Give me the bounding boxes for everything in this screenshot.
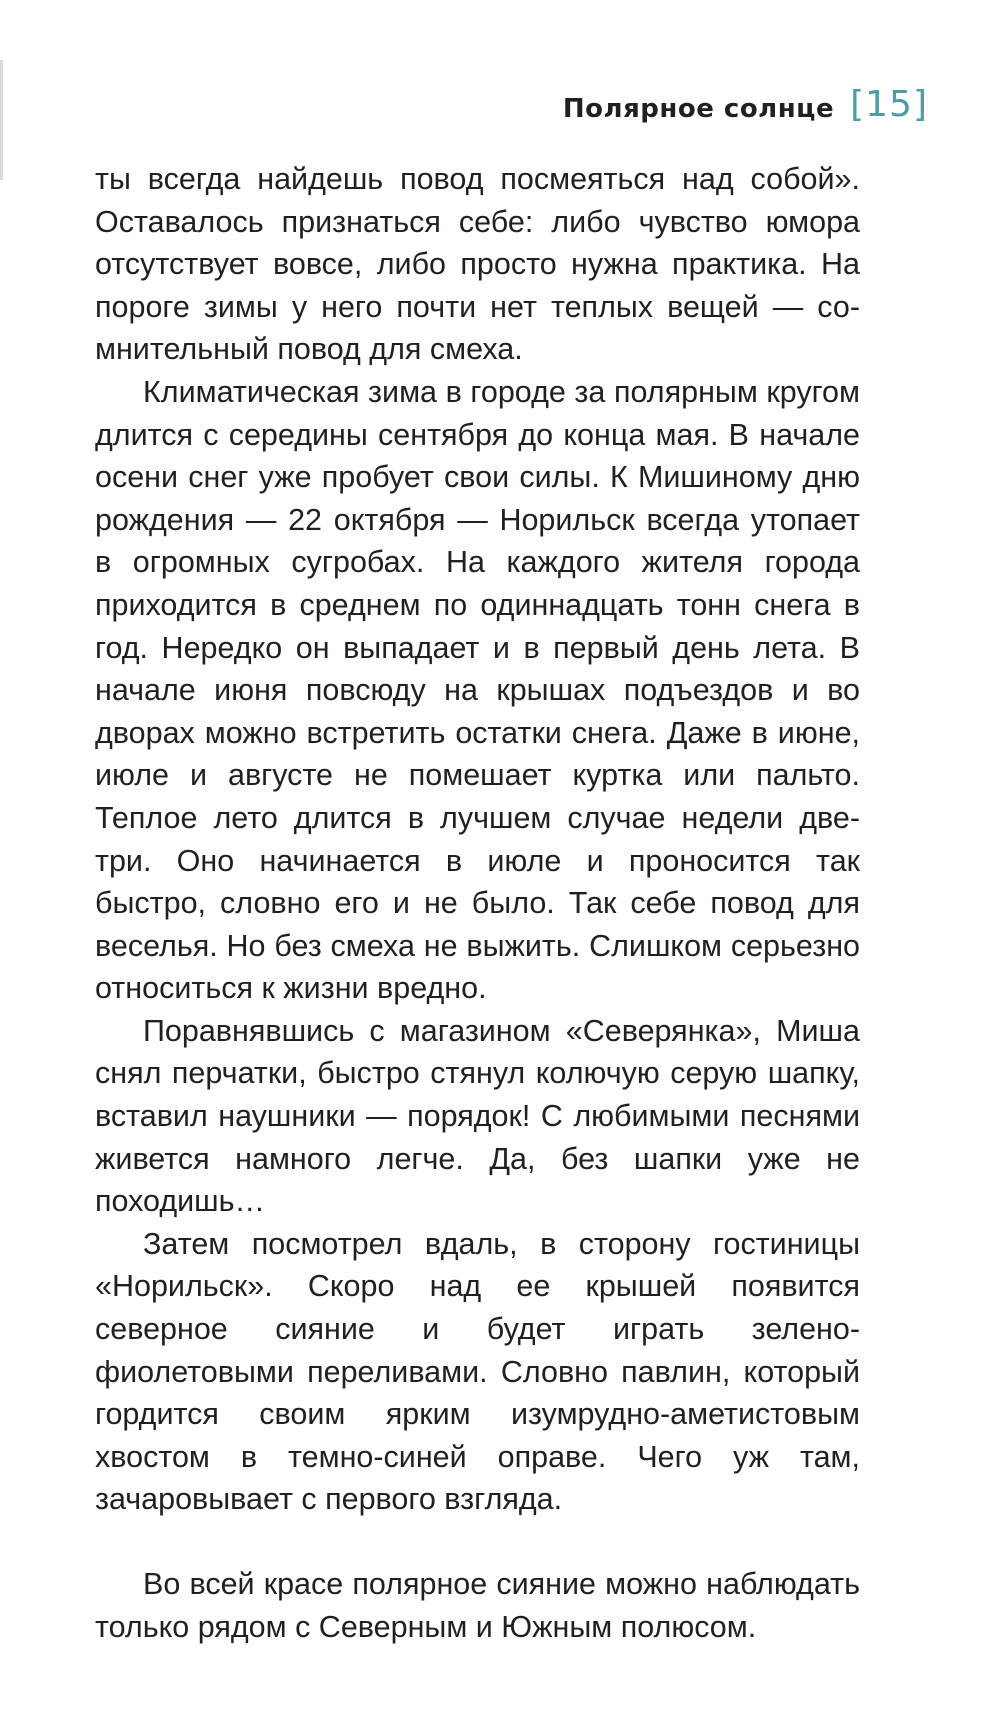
page-number: [15]: [850, 83, 928, 125]
paragraph-poles: Во всей красе полярное сияние можно наблюдать только рядом с Северным и Южным полюсом.: [95, 1567, 860, 1644]
body-text: [95, 158, 860, 1648]
paragraph-climate: Климатическая зима в городе за полярным кругом длится с середины сентября до конца мая. В начале осени снег уже пробует свои силы. К Мишиному дню рождения — 22 октября — Норильск всегда утопает в огромных сугробах. На каждого жителя города приходится в среднем по одиннадцать тонн снега в год. Нередко он выпадает и в первый день лета. В начале июня повсюду на крышах подъездов и во дворах можно встретить остатки снега. Даже в июне, июле и августе не помешает куртка или пальто. Теплое лето длится в лучшем случае недели две-три. Оно начинается в июле и проносится так быстро, словно его и не было. Так себе повод для веселья. Но без смеха не выжить. Слишком серьезно относиться к жизни вредно.: [95, 374, 860, 1006]
paragraph-aurora: Затем посмотрел вдаль, в сторону гостиницы «Норильск». Скоро над ее крышей появится северное сияние и будет играть зелено-фиолетовыми переливами. Словно павлин, который гордится своим ярким изумрудно-аметистовым хвостом в темно-синей оправе. Чего уж там, зачаровывает с первого взгляда.: [95, 1226, 860, 1517]
paragraph-continuation: ты всегда найдешь повод посмеяться над собой». Оставалось признаться себе: либо чувство юмора отсутствует вовсе, либо просто нужна практика. На пороге зимы у него почти нет теплых вещей — сомнительный повод для смеха.: [95, 162, 860, 367]
page-edge-shadow: [0, 60, 3, 180]
page-header: [563, 74, 928, 134]
running-title: Полярное солнце: [562, 94, 835, 124]
paragraph-severyanka: Поравнявшись с магазином «Северянка», Миша снял перчатки, быстро стянул колючую серую шапку, вставил наушники — порядок! С любимыми песнями живется намного легче. Да, без шапки уже не походишь…: [95, 1013, 860, 1219]
